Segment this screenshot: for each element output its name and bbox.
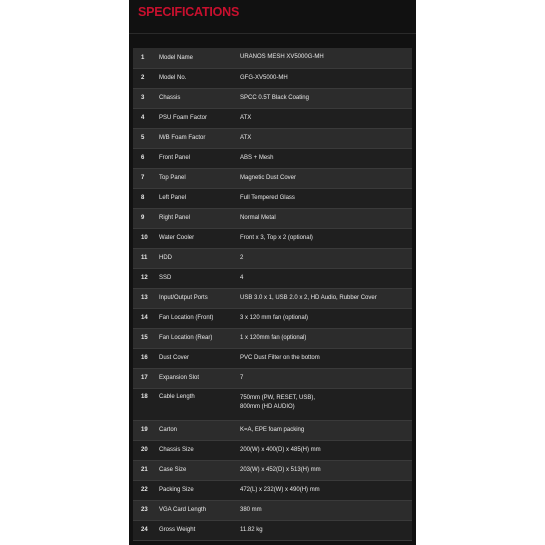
table-row bbox=[133, 288, 412, 308]
spec-value bbox=[234, 68, 412, 88]
row-number: 22 bbox=[133, 480, 155, 500]
spec-label: Carton bbox=[155, 420, 234, 440]
row-number: 5 bbox=[133, 128, 155, 148]
specifications-table bbox=[133, 48, 412, 541]
spec-value-line: PVC Dust Filter on the bottom bbox=[240, 354, 320, 361]
row-number: 21 bbox=[133, 460, 155, 480]
row-number: 7 bbox=[133, 168, 155, 188]
spec-value-line: 750mm (PW, RESET, USB), bbox=[240, 394, 316, 401]
row-number: 17 bbox=[133, 368, 155, 388]
spec-label: Expansion Slot bbox=[155, 368, 234, 388]
spec-value bbox=[234, 520, 412, 540]
spec-value bbox=[234, 128, 412, 148]
spec-value-line: 203(W) x 452(D) x 513(H) mm bbox=[240, 466, 321, 473]
spec-label: Cable Length bbox=[155, 388, 234, 420]
table-row bbox=[133, 440, 412, 460]
row-number: 3 bbox=[133, 88, 155, 108]
title-divider bbox=[129, 33, 416, 34]
spec-value bbox=[234, 188, 412, 208]
spec-value bbox=[234, 328, 412, 348]
spec-value-line: 2 bbox=[240, 254, 244, 261]
spec-value-line: Front x 3, Top x 2 (optional) bbox=[240, 234, 313, 241]
spec-value-line: Magnetic Dust Cover bbox=[240, 174, 297, 181]
table-row bbox=[133, 388, 412, 420]
spec-value bbox=[234, 268, 412, 288]
table-row bbox=[133, 500, 412, 520]
table-row bbox=[133, 148, 412, 168]
row-number: 10 bbox=[133, 228, 155, 248]
spec-value-line: 7 bbox=[240, 374, 244, 381]
table-row bbox=[133, 228, 412, 248]
table-row bbox=[133, 308, 412, 328]
spec-value bbox=[234, 288, 412, 308]
spec-label: Left Panel bbox=[155, 188, 234, 208]
spec-value bbox=[234, 88, 412, 108]
spec-label: M/B Foam Factor bbox=[155, 128, 234, 148]
spec-value-line: 800mm (HD AUDIO) bbox=[240, 403, 295, 410]
spec-value-line: URANOS MESH XV5000G-MH bbox=[240, 54, 324, 61]
spec-value bbox=[234, 480, 412, 500]
spec-value-line: 11.82 kg bbox=[240, 526, 263, 533]
row-number: 11 bbox=[133, 248, 155, 268]
spec-value bbox=[234, 500, 412, 520]
table-row bbox=[133, 520, 412, 540]
spec-label: Fan Location (Front) bbox=[155, 308, 234, 328]
spec-value-line: SPCC 0.5T Black Coating bbox=[240, 94, 309, 101]
spec-value-line: 380 mm bbox=[240, 506, 262, 513]
specifications-table-body bbox=[133, 48, 412, 540]
table-row bbox=[133, 188, 412, 208]
row-number: 9 bbox=[133, 208, 155, 228]
spec-label: Right Panel bbox=[155, 208, 234, 228]
spec-label: Fan Location (Rear) bbox=[155, 328, 234, 348]
table-row bbox=[133, 88, 412, 108]
row-number: 2 bbox=[133, 68, 155, 88]
row-number: 18 bbox=[133, 388, 155, 420]
row-number: 16 bbox=[133, 348, 155, 368]
table-row bbox=[133, 108, 412, 128]
spec-label: Case Size bbox=[155, 460, 234, 480]
spec-label: SSD bbox=[155, 268, 234, 288]
spec-label: Gross Weight bbox=[155, 520, 234, 540]
row-number: 14 bbox=[133, 308, 155, 328]
spec-label: Dust Cover bbox=[155, 348, 234, 368]
spec-value-line: 4 bbox=[240, 274, 244, 281]
table-row bbox=[133, 460, 412, 480]
spec-label: Packing Size bbox=[155, 480, 234, 500]
spec-value-line: ATX bbox=[240, 114, 252, 121]
spec-value bbox=[234, 368, 412, 388]
spec-value-line: USB 3.0 x 1, USB 2.0 x 2, HD Audio, Rubber Cover bbox=[240, 294, 377, 301]
table-row bbox=[133, 348, 412, 368]
spec-value bbox=[234, 248, 412, 268]
specifications-panel bbox=[129, 0, 416, 545]
spec-label: PSU Foam Factor bbox=[155, 108, 234, 128]
table-row bbox=[133, 420, 412, 440]
spec-label: Chassis Size bbox=[155, 440, 234, 460]
spec-label: Front Panel bbox=[155, 148, 234, 168]
table-row bbox=[133, 128, 412, 148]
spec-label: Model No. bbox=[155, 68, 234, 88]
row-number: 8 bbox=[133, 188, 155, 208]
row-number: 13 bbox=[133, 288, 155, 308]
spec-value bbox=[234, 48, 412, 68]
row-number: 20 bbox=[133, 440, 155, 460]
spec-value-line: GFG-XV5000-MH bbox=[240, 74, 288, 81]
spec-value-line: Full Tempered Glass bbox=[240, 194, 295, 201]
spec-value bbox=[234, 420, 412, 440]
spec-value-line: 472(L) x 232(W) x 490(H) mm bbox=[240, 486, 320, 493]
spec-value bbox=[234, 228, 412, 248]
row-number: 23 bbox=[133, 500, 155, 520]
spec-label: Top Panel bbox=[155, 168, 234, 188]
row-number: 4 bbox=[133, 108, 155, 128]
spec-value bbox=[234, 460, 412, 480]
table-row bbox=[133, 168, 412, 188]
spec-label: Input/Output Ports bbox=[155, 288, 234, 308]
row-number: 12 bbox=[133, 268, 155, 288]
spec-value bbox=[234, 308, 412, 328]
spec-value-line: 200(W) x 400(D) x 485(H) mm bbox=[240, 446, 321, 453]
table-row bbox=[133, 480, 412, 500]
table-row bbox=[133, 208, 412, 228]
spec-label: HDD bbox=[155, 248, 234, 268]
row-number: 15 bbox=[133, 328, 155, 348]
table-row bbox=[133, 328, 412, 348]
spec-value-line: 1 x 120mm fan (optional) bbox=[240, 334, 307, 341]
spec-value-line: Normal Metal bbox=[240, 214, 276, 221]
spec-label: Water Cooler bbox=[155, 228, 234, 248]
page-title: SPECIFICATIONS bbox=[138, 5, 240, 19]
spec-value bbox=[234, 348, 412, 368]
spec-label: Model Name bbox=[155, 48, 234, 68]
spec-value bbox=[234, 108, 412, 128]
table-row bbox=[133, 248, 412, 268]
spec-value bbox=[234, 440, 412, 460]
spec-value bbox=[234, 388, 412, 420]
spec-value bbox=[234, 148, 412, 168]
spec-label: Chassis bbox=[155, 88, 234, 108]
spec-value-line: 3 x 120 mm fan (optional) bbox=[240, 314, 309, 321]
table-row bbox=[133, 368, 412, 388]
spec-value-line: ATX bbox=[240, 134, 252, 141]
row-number: 19 bbox=[133, 420, 155, 440]
row-number: 1 bbox=[133, 48, 155, 68]
spec-label: VGA Card Length bbox=[155, 500, 234, 520]
row-number: 6 bbox=[133, 148, 155, 168]
spec-value bbox=[234, 168, 412, 188]
table-row bbox=[133, 48, 412, 68]
spec-value-line: K=A, EPE foam packing bbox=[240, 426, 305, 433]
spec-value bbox=[234, 208, 412, 228]
table-row bbox=[133, 268, 412, 288]
spec-value-line: ABS + Mesh bbox=[240, 154, 274, 161]
table-row bbox=[133, 68, 412, 88]
row-number: 24 bbox=[133, 520, 155, 540]
